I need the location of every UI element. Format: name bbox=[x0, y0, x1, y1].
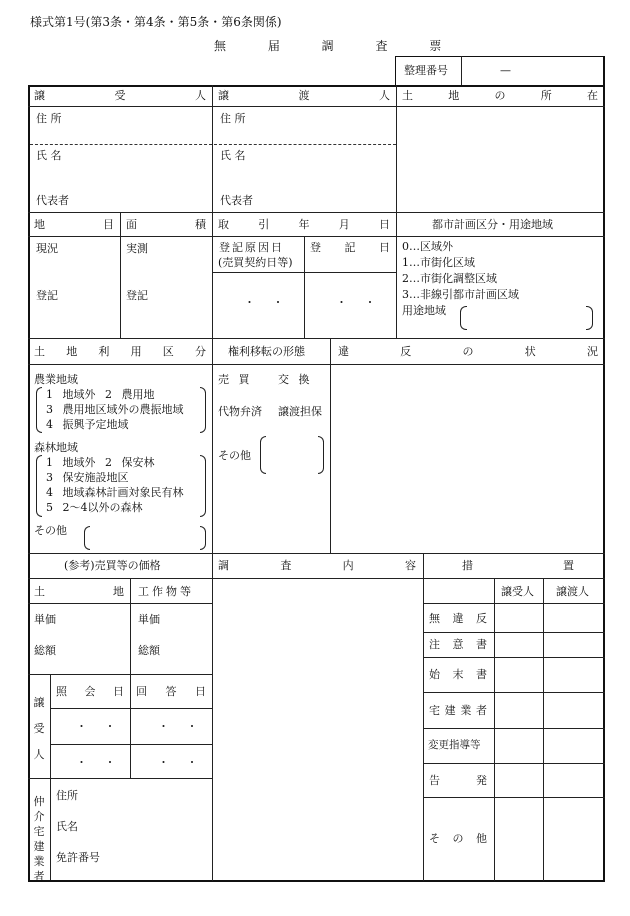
s1-v2 bbox=[396, 85, 397, 212]
touki-bi-text: 登 記 日 bbox=[310, 241, 390, 254]
s4-shoukai-h1 bbox=[50, 708, 212, 709]
kenri-header: 権利移転の形態 bbox=[228, 345, 305, 358]
sochi-text: 措 置 bbox=[462, 559, 574, 572]
sonota-label: その他 bbox=[34, 524, 67, 537]
jouju-text: 譲 受 人 bbox=[34, 89, 206, 102]
ihan-text: 違 反 の 状 況 bbox=[338, 345, 598, 358]
torihiki-header bbox=[218, 218, 390, 231]
touki-bi-date[interactable]: ・ ・ bbox=[336, 296, 376, 309]
measure-h3 bbox=[423, 692, 605, 693]
joto-col-header: 譲渡人 bbox=[556, 585, 589, 598]
measure-h5 bbox=[423, 763, 605, 764]
jouju-header bbox=[34, 89, 206, 102]
sonota-bracket-right bbox=[200, 526, 206, 550]
chukai-shimei: 氏名 bbox=[56, 820, 78, 833]
measure-h6 bbox=[423, 797, 605, 798]
s3-header-line bbox=[28, 364, 605, 365]
measure-takken-text: 宅 建 業 者 bbox=[429, 704, 487, 717]
tochi-col-header bbox=[34, 585, 124, 598]
s3-v2 bbox=[330, 338, 331, 553]
sochi-header bbox=[462, 559, 574, 572]
jouju-vertical: 譲 受 人 bbox=[33, 696, 45, 761]
shinrin-bracket-right bbox=[200, 455, 206, 517]
chukai-vertical: 仲 介 宅 建 業 者 bbox=[33, 795, 45, 883]
measure-takken bbox=[429, 704, 487, 717]
measure-h1 bbox=[423, 632, 605, 633]
measure-chuui-text: 注 意 書 bbox=[429, 638, 487, 651]
outer-left bbox=[28, 85, 30, 882]
s2-header-line bbox=[28, 236, 605, 237]
shozai-text: 土 地 の 所 在 bbox=[402, 89, 598, 102]
jouju-jusho: 住 所 bbox=[36, 112, 62, 125]
shinrin-item-2: 3 保安施設地区 bbox=[46, 471, 129, 484]
kaitou-header bbox=[136, 685, 206, 698]
s2-date-line bbox=[212, 272, 396, 273]
measure-muihan bbox=[429, 612, 487, 625]
joto-shimei: 氏 名 bbox=[220, 149, 246, 162]
measure-chuui bbox=[429, 638, 487, 651]
outer-right bbox=[603, 56, 605, 882]
measure-h0 bbox=[423, 603, 605, 604]
touki-label-1: 登記 bbox=[36, 289, 58, 302]
s4-v-joujunin bbox=[50, 674, 51, 880]
form-number: 様式第1号(第3条・第4条・第5条・第6条関係) bbox=[30, 15, 282, 29]
s4-shoukai-top bbox=[28, 674, 212, 675]
kenri-bracket-right bbox=[318, 436, 324, 474]
torihiki-text: 取 引 年 月 日 bbox=[218, 218, 390, 231]
toshi-opt-0: 0…区域外 bbox=[402, 240, 453, 253]
seiri-top bbox=[395, 56, 604, 57]
shoukai-date-1[interactable]: ・ ・ bbox=[76, 720, 116, 733]
s4-shoukai-h2 bbox=[50, 744, 212, 745]
kousakubutsu-header: 工作物等 bbox=[138, 585, 194, 598]
touki-gen-date[interactable]: ・ ・ bbox=[244, 296, 284, 309]
kenri-joto-tanpo: 譲渡担保 bbox=[278, 405, 322, 418]
s4-v-measure1 bbox=[494, 578, 495, 881]
s2-v-mid bbox=[304, 236, 305, 338]
measure-henkou: 変更指導等 bbox=[428, 739, 481, 751]
s2-v1 bbox=[212, 212, 213, 338]
touki-gen-l2: (売買契約日等) bbox=[218, 256, 293, 269]
tochi-riyou-header bbox=[34, 345, 206, 358]
seiri-label: 整理番号 bbox=[404, 64, 448, 77]
genkyo-label: 現況 bbox=[36, 242, 58, 255]
seiri-left bbox=[395, 56, 396, 86]
measure-sonota bbox=[429, 832, 487, 845]
nougyou-label: 農業地域 bbox=[34, 373, 78, 386]
measure-h2 bbox=[423, 657, 605, 658]
youto-bracket-right bbox=[586, 306, 593, 330]
shoukai-date-2[interactable]: ・ ・ bbox=[76, 756, 116, 769]
kenri-baibai: 売 買 bbox=[218, 373, 253, 386]
measure-kokuhatsu bbox=[429, 774, 487, 787]
s4-price-line bbox=[28, 603, 212, 604]
form-title: 無 届 調 査 票 bbox=[214, 39, 442, 53]
s4-v-price bbox=[130, 578, 131, 674]
shinrin-item-1: 1 地域外 2 保安林 bbox=[46, 456, 155, 469]
chousa-header bbox=[218, 559, 416, 572]
kaitou-date-2[interactable]: ・ ・ bbox=[158, 756, 198, 769]
kenri-bracket-left bbox=[260, 436, 266, 474]
measure-h4 bbox=[423, 728, 605, 729]
kaitou-date-1[interactable]: ・ ・ bbox=[158, 720, 198, 733]
nougyou-item-1: 1 地域外 2 農用地 bbox=[46, 388, 155, 401]
tochi-col-text: 土 地 bbox=[34, 585, 124, 598]
kenri-sonota: その他 bbox=[218, 449, 251, 462]
s2-v-chimoku bbox=[120, 212, 121, 338]
shoukai-text: 照 会 日 bbox=[56, 685, 124, 698]
kakaku-header: (参考)売買等の価格 bbox=[64, 559, 161, 572]
jouju-col-header: 譲受人 bbox=[501, 585, 534, 598]
s2-v2 bbox=[396, 212, 397, 338]
jouju-shimei: 氏 名 bbox=[36, 149, 62, 162]
measure-kokuhatsu-text: 告 発 bbox=[429, 774, 487, 787]
kenri-daibutsu: 代物弁済 bbox=[218, 405, 262, 418]
shinrin-bracket-left bbox=[36, 455, 42, 517]
menseki-text: 面 積 bbox=[126, 218, 206, 231]
outer-top bbox=[28, 85, 605, 87]
s2-top bbox=[28, 212, 605, 213]
joto-text: 譲 渡 人 bbox=[218, 89, 390, 102]
ihan-header bbox=[338, 345, 598, 358]
shinrin-item-4: 5 2〜4以外の森林 bbox=[46, 501, 143, 514]
sonota-bracket-left bbox=[84, 526, 90, 550]
s4-header-line bbox=[28, 578, 605, 579]
kousaku-sougaku: 総額 bbox=[138, 644, 160, 657]
s4-v-measure2 bbox=[543, 578, 544, 881]
joto-header bbox=[218, 89, 390, 102]
kousaku-tanka: 単価 bbox=[138, 613, 160, 626]
nougyou-bracket-left bbox=[36, 387, 42, 433]
toshi-opt-1: 1…市街化区域 bbox=[402, 256, 475, 269]
youto-bracket-left bbox=[460, 306, 467, 330]
s3-v1 bbox=[212, 338, 213, 553]
shozai-header bbox=[402, 89, 598, 102]
s3-top bbox=[28, 338, 605, 339]
measure-sonota-text: そ の 他 bbox=[429, 832, 487, 845]
nougyou-item-2: 3 農用地区域外の農振地域 bbox=[46, 403, 184, 416]
shinrin-item-3: 4 地域森林計画対象民有林 bbox=[46, 486, 184, 499]
chimoku-header bbox=[34, 218, 114, 231]
toshi-opt-2: 2…市街化調整区域 bbox=[402, 272, 497, 285]
chukai-jusho: 住所 bbox=[56, 789, 78, 802]
jusho-divider bbox=[30, 144, 396, 145]
toshi-opt-3: 3…非線引都市計画区域 bbox=[402, 288, 519, 301]
toshi-header: 都市計画区分・用途地域 bbox=[432, 218, 553, 231]
chukai-menkyo: 免許番号 bbox=[56, 851, 100, 864]
kenri-koukan: 交 換 bbox=[278, 373, 313, 386]
s4-v1 bbox=[212, 553, 213, 881]
shinrin-label: 森林地域 bbox=[34, 441, 78, 454]
kaitou-text: 回 答 日 bbox=[136, 685, 206, 698]
s4-top bbox=[28, 553, 605, 554]
jouju-daihyo: 代表者 bbox=[36, 194, 69, 207]
seiri-div bbox=[461, 56, 462, 86]
seiri-value[interactable]: — bbox=[500, 64, 511, 77]
touki-bi-header bbox=[310, 241, 390, 254]
outer-bottom bbox=[28, 880, 605, 882]
tochi-sougaku: 総額 bbox=[34, 644, 56, 657]
s1-header-line bbox=[28, 106, 605, 107]
nougyou-item-3: 4 振興予定地域 bbox=[46, 418, 129, 431]
joto-jusho: 住 所 bbox=[220, 112, 246, 125]
menseki-header bbox=[126, 218, 206, 231]
measure-shimatsu-text: 始 末 書 bbox=[429, 668, 487, 681]
youto-label: 用途地域 bbox=[402, 304, 446, 317]
joto-daihyo: 代表者 bbox=[220, 194, 253, 207]
s4-v-shoukai bbox=[130, 674, 131, 778]
tochi-riyou-text: 土 地 利 用 区 分 bbox=[34, 345, 206, 358]
chimoku-text: 地 目 bbox=[34, 218, 114, 231]
shoukai-header bbox=[56, 685, 124, 698]
s4-shoukai-bottom bbox=[28, 778, 212, 779]
measure-shimatsu bbox=[429, 668, 487, 681]
touki-gen-l1: 登記原因日 bbox=[219, 241, 284, 254]
touki-label-2: 登記 bbox=[126, 289, 148, 302]
measure-muihan-text: 無 違 反 bbox=[429, 612, 487, 625]
s1-v1 bbox=[212, 85, 213, 212]
nougyou-bracket-right bbox=[200, 387, 206, 433]
chousa-text: 調 査 内 容 bbox=[218, 559, 416, 572]
jissoku-label: 実測 bbox=[126, 242, 148, 255]
tochi-tanka: 単価 bbox=[34, 613, 56, 626]
